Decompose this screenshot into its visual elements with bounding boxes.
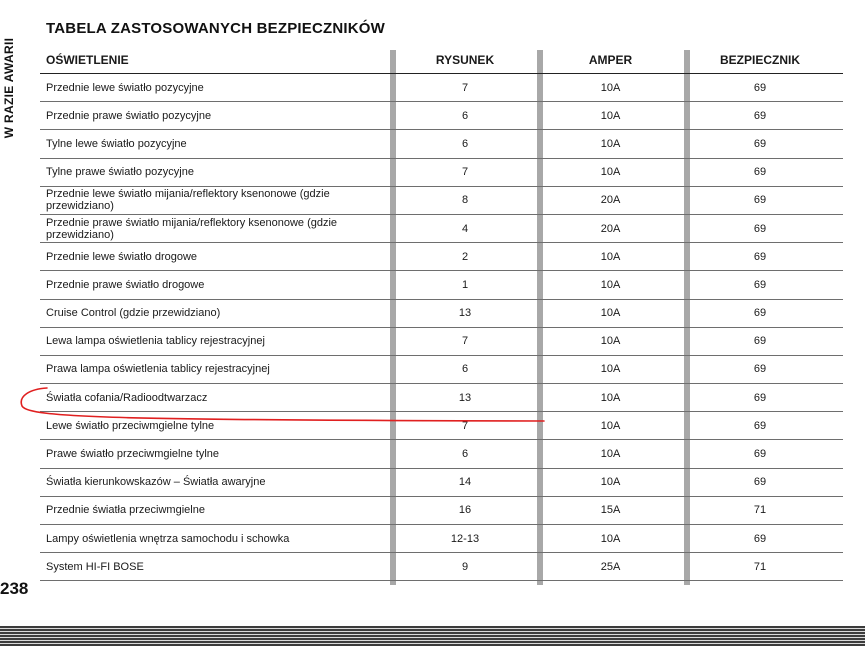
row-lighting-name: Lewe światło przeciwmgielne tylne bbox=[46, 419, 215, 432]
table-row bbox=[40, 215, 843, 243]
row-lighting-name: Przednie prawe światło mijania/reflektory ksenonowe (gdzie przewidziano) bbox=[46, 216, 338, 241]
row-lighting-name: Przednie prawe światło pozycyjne bbox=[46, 109, 212, 122]
row-figure-number: 8 bbox=[461, 194, 469, 207]
row-fuse-number: 69 bbox=[753, 363, 767, 376]
row-amperage: 10A bbox=[600, 391, 621, 404]
row-fuse-number: 69 bbox=[753, 222, 767, 235]
row-fuse-number: 71 bbox=[753, 560, 767, 573]
header-lighting: OŚWIETLENIE bbox=[46, 52, 129, 67]
row-amperage: 15A bbox=[600, 504, 621, 517]
row-figure-number: 14 bbox=[458, 476, 472, 489]
row-figure-number: 7 bbox=[461, 81, 469, 94]
row-lighting-name: Przednie lewe światło drogowe bbox=[46, 250, 198, 263]
row-figure-number: 7 bbox=[461, 419, 469, 432]
table-row bbox=[40, 187, 843, 215]
row-figure-number: 2 bbox=[461, 250, 469, 263]
table-row bbox=[40, 412, 843, 440]
row-amperage: 10A bbox=[600, 419, 621, 432]
row-fuse-number: 69 bbox=[753, 335, 767, 348]
row-figure-number: 1 bbox=[461, 278, 469, 291]
row-figure-number: 13 bbox=[458, 391, 472, 404]
row-lighting-name: Prawe światło przeciwmgielne tylne bbox=[46, 448, 220, 461]
row-lighting-name: Prawa lampa oświetlenia tablicy rejestracyjnej bbox=[46, 363, 270, 376]
table-row bbox=[40, 243, 843, 271]
header-amperage: AMPER bbox=[588, 52, 633, 67]
row-amperage: 25A bbox=[600, 560, 621, 573]
row-fuse-number: 69 bbox=[753, 194, 767, 207]
row-lighting-name: Cruise Control (gdzie przewidziano) bbox=[46, 307, 221, 320]
row-amperage: 10A bbox=[600, 335, 621, 348]
row-figure-number: 16 bbox=[458, 504, 472, 517]
table-row bbox=[40, 497, 843, 525]
row-amperage: 10A bbox=[600, 278, 621, 291]
row-lighting-name: Lewa lampa oświetlenia tablicy rejestracyjnej bbox=[46, 335, 265, 348]
row-lighting-name: Przednie lewe światło pozycyjne bbox=[46, 81, 204, 94]
side-section-label-text: W RAZIE AWARII bbox=[2, 37, 16, 139]
row-fuse-number: 69 bbox=[753, 532, 767, 545]
row-figure-number: 6 bbox=[461, 109, 469, 122]
row-fuse-number: 71 bbox=[753, 504, 767, 517]
row-amperage: 10A bbox=[600, 307, 621, 320]
row-figure-number: 7 bbox=[461, 335, 469, 348]
row-lighting-name: Światła cofania/Radioodtwarzacz bbox=[46, 391, 208, 404]
row-fuse-number: 69 bbox=[753, 278, 767, 291]
row-fuse-number: 69 bbox=[753, 81, 767, 94]
row-amperage: 20A bbox=[600, 194, 621, 207]
row-amperage: 10A bbox=[600, 476, 621, 489]
row-fuse-number: 69 bbox=[753, 250, 767, 263]
row-amperage: 10A bbox=[600, 109, 621, 122]
table-row bbox=[40, 356, 843, 384]
row-fuse-number: 69 bbox=[753, 448, 767, 461]
footer-decorative-strip bbox=[0, 626, 865, 646]
row-amperage: 10A bbox=[600, 81, 621, 94]
row-figure-number: 12-13 bbox=[450, 532, 480, 545]
table-row bbox=[40, 130, 843, 158]
row-fuse-number: 69 bbox=[753, 476, 767, 489]
header-fuse: BEZPIECZNIK bbox=[719, 52, 800, 67]
row-fuse-number: 69 bbox=[753, 137, 767, 150]
row-amperage: 10A bbox=[600, 137, 621, 150]
table-row bbox=[40, 440, 843, 468]
row-lighting-name: Tylne prawe światło pozycyjne bbox=[46, 166, 194, 179]
row-lighting-name: Lampy oświetlenia wnętrza samochodu i schowka bbox=[46, 532, 290, 545]
row-figure-number: 9 bbox=[461, 560, 469, 573]
row-amperage: 20A bbox=[600, 222, 621, 235]
row-figure-number: 4 bbox=[461, 222, 469, 235]
side-section-label bbox=[1, 32, 17, 144]
table-row bbox=[40, 525, 843, 553]
table-row bbox=[40, 271, 843, 299]
table-row bbox=[40, 74, 843, 102]
row-fuse-number: 69 bbox=[753, 307, 767, 320]
table-row bbox=[40, 553, 843, 581]
table-row bbox=[40, 102, 843, 130]
table-row bbox=[40, 384, 843, 412]
table-row bbox=[40, 469, 843, 497]
row-lighting-name: Przednie światła przeciwmgielne bbox=[46, 504, 205, 517]
table-title: TABELA ZASTOSOWANYCH BEZPIECZNIKÓW bbox=[46, 20, 386, 37]
row-lighting-name: System HI-FI BOSE bbox=[46, 560, 144, 573]
fuse-table bbox=[40, 46, 843, 581]
row-lighting-name: Przednie prawe światło drogowe bbox=[46, 278, 205, 291]
row-figure-number: 13 bbox=[458, 307, 472, 320]
row-figure-number: 6 bbox=[461, 137, 469, 150]
row-amperage: 10A bbox=[600, 448, 621, 461]
row-amperage: 10A bbox=[600, 363, 621, 376]
row-lighting-name: Światła kierunkowskazów – Światła awaryjne bbox=[46, 476, 266, 489]
table-row bbox=[40, 300, 843, 328]
row-amperage: 10A bbox=[600, 532, 621, 545]
table-row bbox=[40, 159, 843, 187]
row-figure-number: 6 bbox=[461, 363, 469, 376]
table-row bbox=[40, 328, 843, 356]
row-fuse-number: 69 bbox=[753, 391, 767, 404]
row-lighting-name: Tylne lewe światło pozycyjne bbox=[46, 137, 187, 150]
row-fuse-number: 69 bbox=[753, 109, 767, 122]
row-fuse-number: 69 bbox=[753, 166, 767, 179]
page-number: 238 bbox=[0, 579, 29, 598]
header-figure: RYSUNEK bbox=[435, 52, 495, 67]
row-figure-number: 7 bbox=[461, 166, 469, 179]
row-lighting-name: Przednie lewe światło mijania/reflektory ksenonowe (gdzie przewidziano) bbox=[46, 188, 330, 213]
row-figure-number: 6 bbox=[461, 448, 469, 461]
row-amperage: 10A bbox=[600, 166, 621, 179]
row-amperage: 10A bbox=[600, 250, 621, 263]
table-header-row bbox=[40, 46, 843, 74]
row-fuse-number: 69 bbox=[753, 419, 767, 432]
